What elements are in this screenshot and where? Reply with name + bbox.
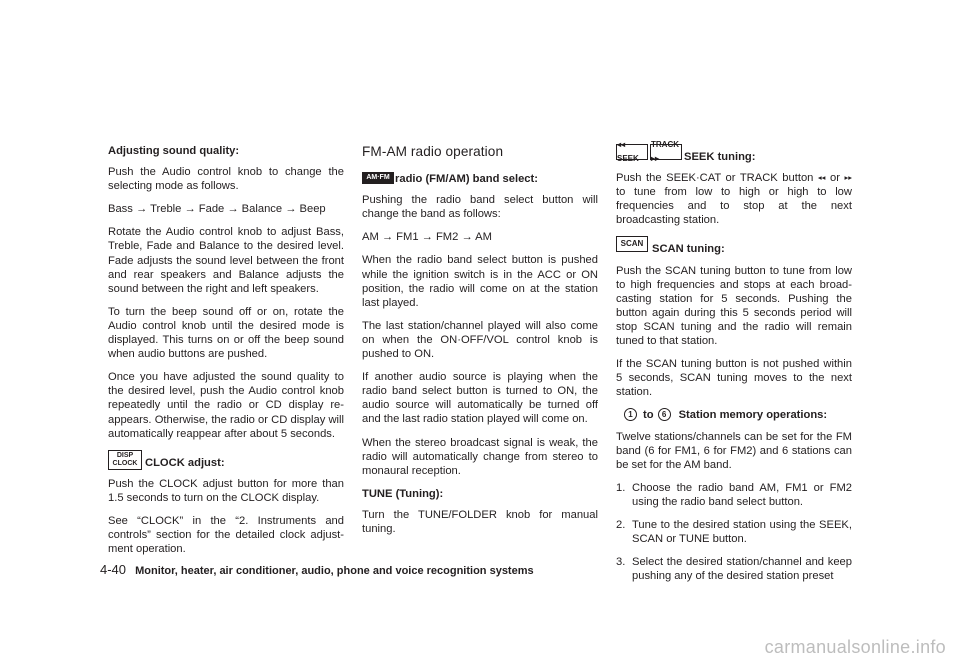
track-button-icon: TRACK ▸▸: [650, 144, 682, 160]
list-item: 2. Tune to the desired station using the SEEK, SCAN or TUNE button.: [616, 518, 852, 546]
scan-heading-row: [616, 236, 852, 256]
am-fm-button-icon: AM·FM: [362, 172, 394, 184]
seek-paragraph: Push the SEEK·CAT or TRACK button ◂◂ or ▸▸ to tune from low to high or high to low frequencies and to stop at the next broadcasting station.: [616, 172, 852, 227]
paragraph: Pushing the radio band select button will change the band as follows:: [362, 194, 598, 221]
station-memory-heading-row: 1 to 6 Station memory operations:: [616, 408, 852, 422]
scan-heading: SCAN tuning:: [652, 243, 725, 256]
paragraph: To turn the beep sound off or on, rotate the Audio control knob until the desired mode is displayed. This turns on or off the beep sound when audio buttons are pushed.: [108, 305, 344, 361]
station-memory-heading: Station memory operations:: [678, 409, 828, 422]
column-3: [616, 139, 852, 592]
preset-1-icon: 1: [624, 408, 637, 421]
sound-mode-sequence: Bass → Treble → Fade → Balance → Beep: [108, 203, 326, 216]
column-2: [362, 144, 598, 545]
clock-adjust-heading-row: [108, 450, 344, 470]
band-select-heading: radio (FM/AM) band select:: [395, 173, 538, 186]
column-1: [108, 144, 344, 565]
paragraph: Push the Audio control knob to change the selecting mode as follows.: [108, 166, 344, 193]
paragraph: Push the CLOCK adjust button for more than 1.5 seconds to turn on the CLOCK display.: [108, 477, 344, 504]
clock-adjust-heading: CLOCK adjust:: [145, 456, 225, 469]
tune-heading: TUNE (Tuning):: [362, 487, 444, 500]
disp-clock-button-icon: DISP CLOCK: [108, 450, 142, 470]
page-footer: [100, 562, 534, 577]
sound-quality-heading: Adjusting sound quality:: [108, 145, 240, 157]
seek-heading: SEEK tuning:: [684, 151, 756, 163]
paragraph: When the stereo broadcast signal is weak, the radio will automatically change from stereo to monaural reception.: [362, 436, 598, 477]
seek-heading-row: [616, 139, 852, 164]
paragraph: Once you have adjusted the sound quality to the desired level, push the Audio control knob repeatedly until the radio or CD display re-appears. Otherwise, the radio or CD display will automatically reappear after about 5 seconds.: [108, 371, 344, 440]
paragraph: Turn the TUNE/FOLDER knob for manual tuning.: [362, 508, 598, 535]
paragraph: See “CLOCK” in the “2. Instruments and controls” section for the detailed clock adjust-ment operation.: [108, 514, 344, 556]
scan-button-icon: SCAN: [616, 236, 648, 252]
paragraph: If another audio source is playing when the radio band select button is turned to ON, the audio source will automatically be turned off and the last radio station played will come on.: [362, 371, 598, 426]
band-sequence: AM → FM1 → FM2 → AM: [362, 231, 492, 244]
section-title: FM-AM radio operation: [362, 144, 504, 159]
paragraph: When the radio band select button is pushed while the ignition switch is in the ACC or ON position, the radio will come on at the station last played.: [362, 254, 598, 309]
paragraph: If the SCAN tuning button is not pushed within 5 seconds, SCAN tuning moves to the next station.: [616, 358, 852, 399]
steps-list: [616, 481, 852, 584]
paragraph: Twelve stations/channels can be set for the FM band (6 for FM1, 6 for FM2) and 6 stations can be set for the AM band.: [616, 430, 852, 471]
watermark: carmanualsonline.info: [764, 637, 946, 657]
preset-6-icon: 6: [658, 408, 671, 421]
paragraph: Rotate the Audio control knob to adjust Bass, Treble, Fade and Balance to the desired level. Fade adjusts the sound level between the front and rear speakers and Balance adjusts the sound between the right and left speakers.: [108, 226, 344, 295]
page-number: 4-40: [100, 562, 127, 577]
seek-back-icon: ◂◂: [817, 173, 826, 183]
list-item: 1. Choose the radio band AM, FM1 or FM2 using the radio band select button.: [616, 481, 852, 508]
band-select-heading-row: [362, 172, 598, 186]
paragraph: Push the SCAN tuning button to tune from low to high frequencies and stops at each broad-casting station for 5 seconds. Pushing the button again during this 5 seconds period will stop SCAN tuning and the radio will remain tuned to that station.: [616, 264, 852, 348]
list-item: 3. Select the desired station/channel and keep pushing any of the desired station preset: [616, 556, 852, 583]
seek-cat-button-icon: ◂◂ SEEK: [616, 144, 648, 160]
chapter-title: Monitor, heater, air conditioner, audio, phone and voice recognition systems: [135, 565, 534, 577]
paragraph: The last station/channel played will also come on when the ON·OFF/VOL control knob is pushed to ON.: [362, 319, 598, 361]
track-forward-icon: ▸▸: [844, 173, 852, 183]
